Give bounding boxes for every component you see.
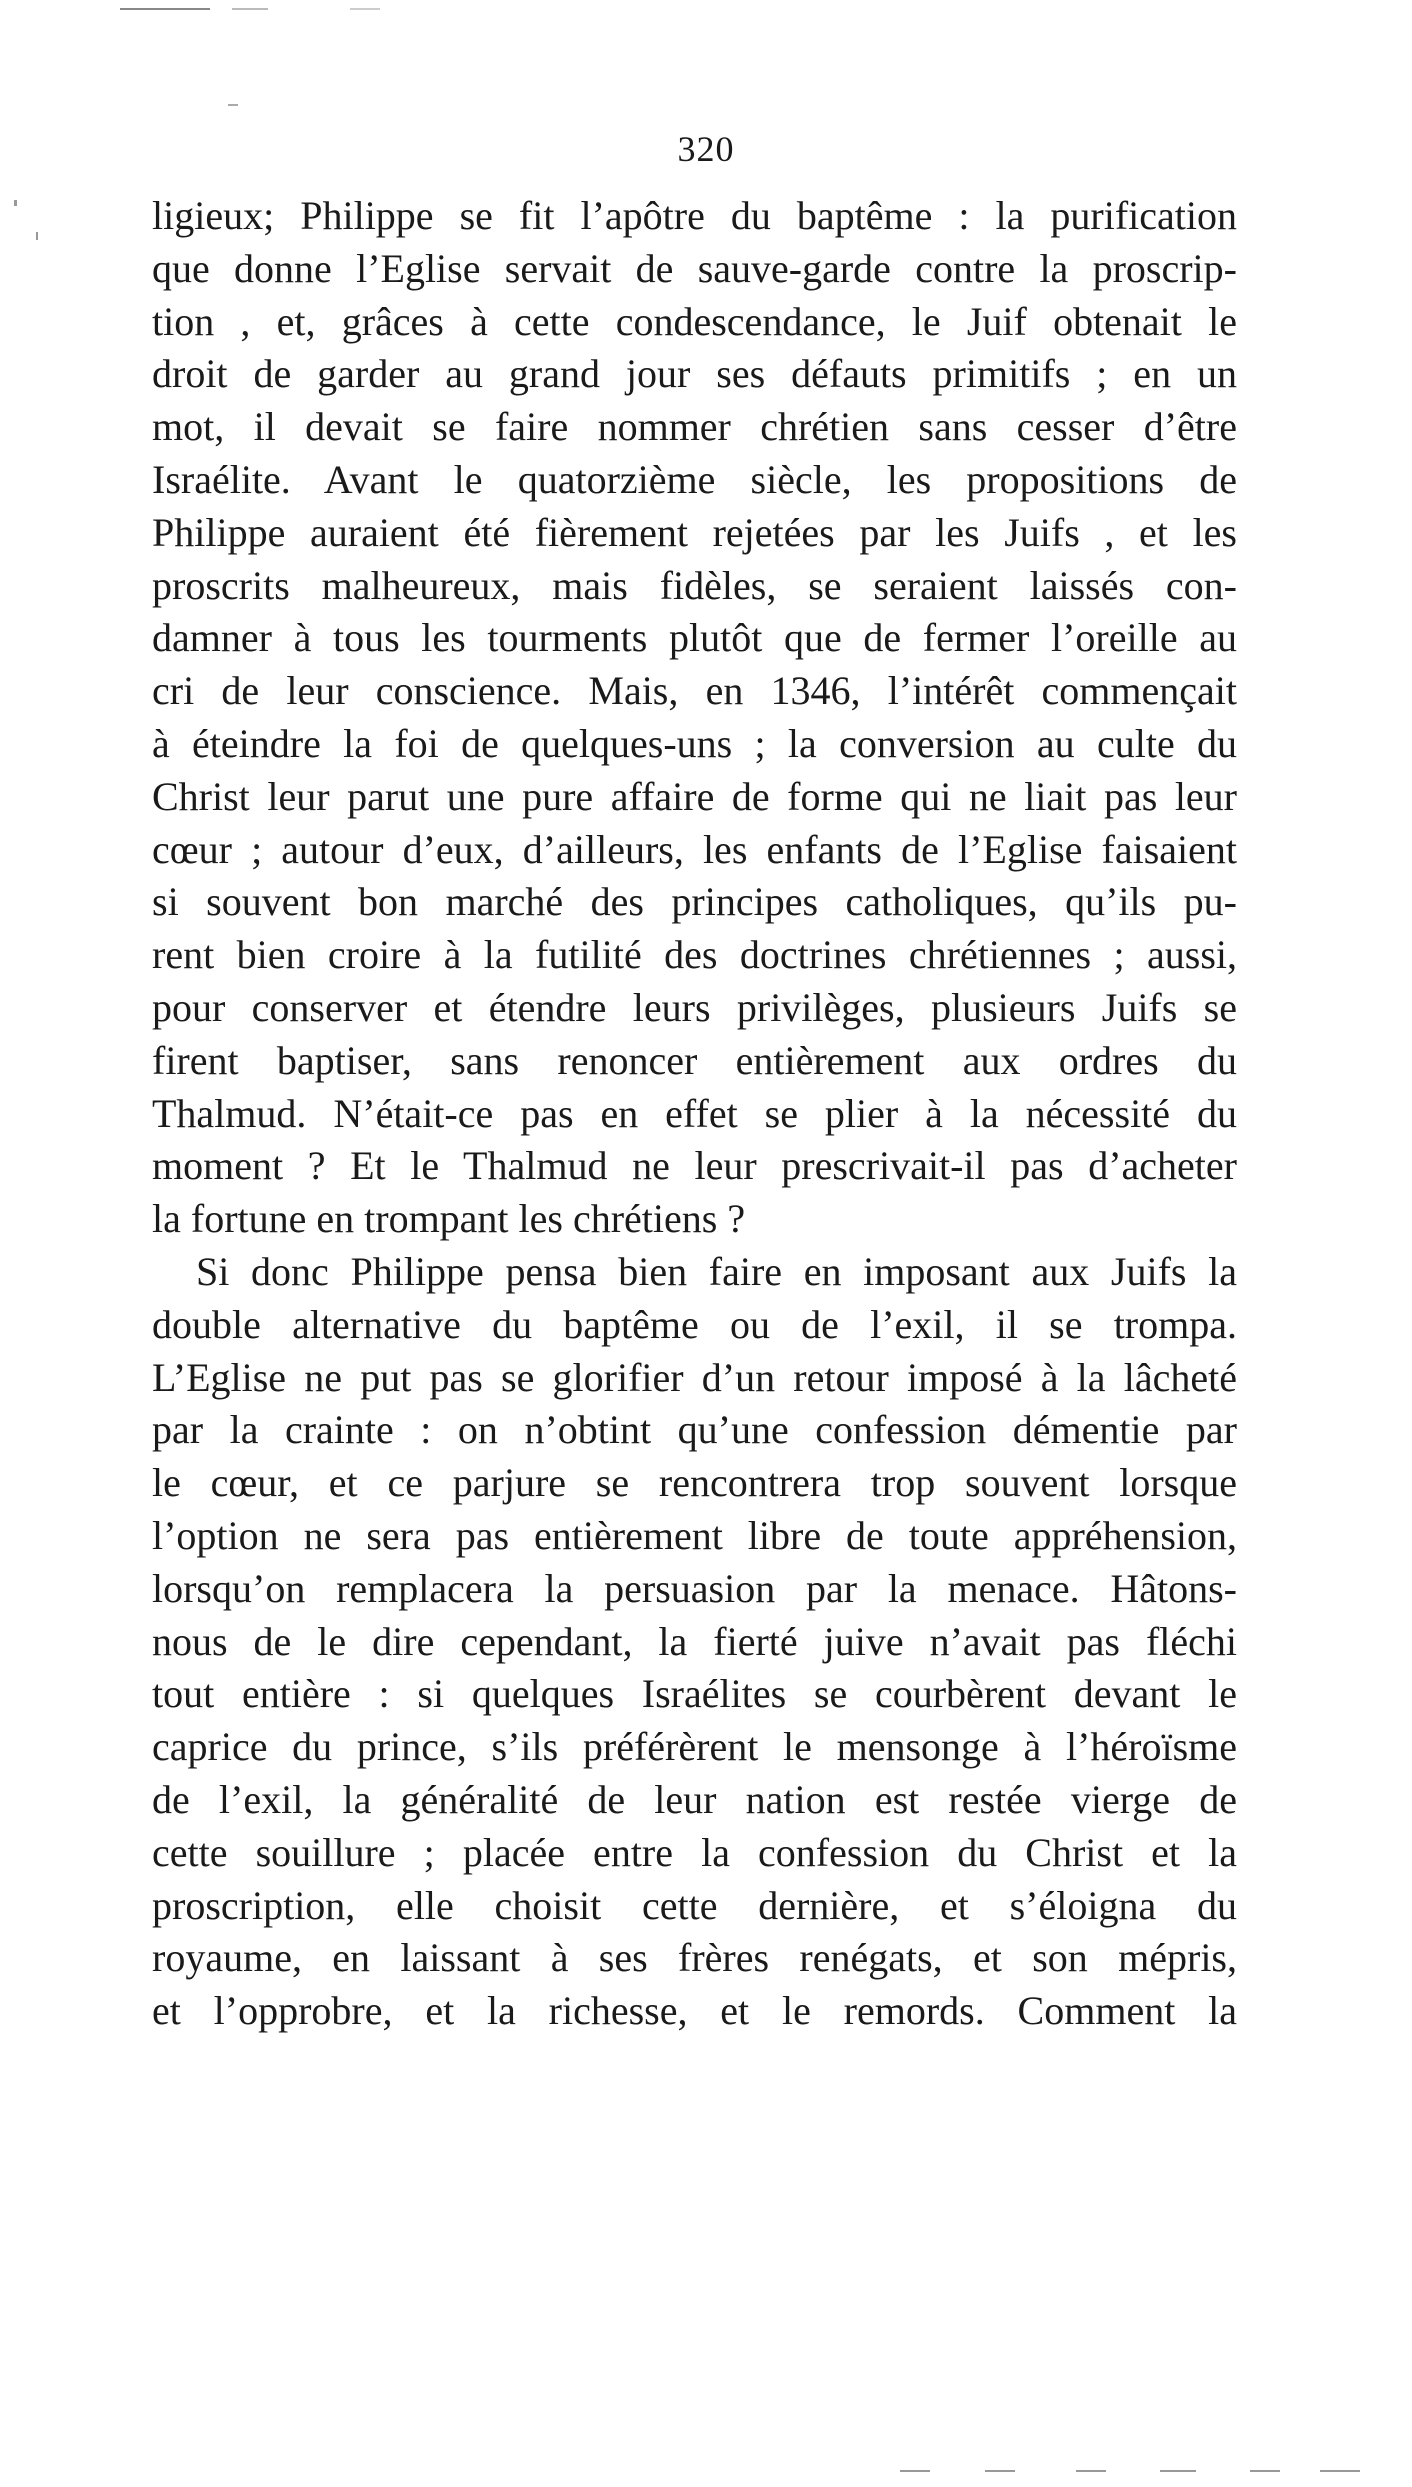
text-line: cri de leur conscience. Mais, en 1346, l’intérêt commençait xyxy=(152,668,1237,714)
body-text xyxy=(152,190,1237,2038)
text-line: Christ leur parut une pure affaire de forme qui ne liait pas leur xyxy=(152,773,1237,819)
text-line: royaume, en laissant à ses frères renégats, et son mépris, xyxy=(152,1935,1237,1981)
scan-artifact-bottom-4 xyxy=(1160,2470,1196,2472)
text-line: proscrits malheureux, mais fidèles, se seraient laissés con- xyxy=(152,562,1237,608)
text-line: lorsqu’on remplacera la persuasion par la menace. Hâtons- xyxy=(152,1565,1237,1611)
text-line: rent bien croire à la futilité des doctrines chrétiennes ; aussi, xyxy=(152,932,1237,978)
text-line: l’option ne sera pas entièrement libre de toute appréhension, xyxy=(152,1512,1237,1558)
scan-artifact-left-tick-2 xyxy=(36,232,38,240)
text-line: firent baptiser, sans renoncer entièrement aux ordres du xyxy=(152,1037,1237,1083)
text-line: pour conserver et étendre leurs privilèges, plusieurs Juifs se xyxy=(152,984,1237,1030)
text-line: Thalmud. N’était-ce pas en effet se plier à la nécessité du xyxy=(152,1090,1237,1136)
text-line: droit de garder au grand jour ses défauts primitifs ; en un xyxy=(152,351,1237,397)
text-line: proscription, elle choisit cette dernière, et s’éloigna du xyxy=(152,1882,1237,1928)
text-line: L’Eglise ne put pas se glorifier d’un retour imposé à la lâcheté xyxy=(152,1354,1237,1400)
text-line: la fortune en trompant les chrétiens ? xyxy=(152,1196,746,1242)
scan-artifact-top-mid xyxy=(232,8,268,10)
paragraph-2 xyxy=(152,1246,1237,2038)
text-line: et l’opprobre, et la richesse, et le remords. Comment la xyxy=(152,1988,1237,2034)
text-line: nous de le dire cependant, la fierté juive n’avait pas fléchi xyxy=(152,1618,1237,1664)
scan-artifact-bottom-2 xyxy=(985,2470,1015,2472)
scan-artifact-left-tick xyxy=(14,200,17,206)
text-line: double alternative du baptême ou de l’exil, il se trompa. xyxy=(152,1301,1237,1347)
text-line: de l’exil, la généralité de leur nation est restée vierge de xyxy=(152,1776,1237,1822)
text-line: cette souillure ; placée entre la confession du Christ et la xyxy=(152,1829,1237,1875)
text-line: Israélite. Avant le quatorzième siècle, les propositions de xyxy=(152,456,1237,502)
text-line: damner à tous les tourments plutôt que de fermer l’oreille au xyxy=(152,615,1237,661)
scan-artifact-bottom-5 xyxy=(1250,2470,1280,2472)
scan-artifact-top-right xyxy=(350,8,380,10)
text-line: à éteindre la foi de quelques-uns ; la conversion au culte du xyxy=(152,720,1237,766)
text-line: tout entière : si quelques Israélites se courbèrent devant le xyxy=(152,1671,1237,1717)
scan-artifact-bottom-1 xyxy=(900,2470,930,2472)
scan-artifact-small-dash xyxy=(228,104,238,106)
text-line: tion , et, grâces à cette condescendance, le Juif obtenait le xyxy=(152,298,1237,344)
scan-artifact-bottom-3 xyxy=(1076,2470,1106,2472)
text-line: par la crainte : on n’obtint qu’une confession démentie par xyxy=(152,1407,1237,1453)
text-line: que donne l’Eglise servait de sauve-garde contre la proscrip- xyxy=(152,245,1237,291)
text-line: le cœur, et ce parjure se rencontrera trop souvent lorsque xyxy=(152,1460,1237,1506)
page-number: 320 xyxy=(677,129,735,169)
paragraph-1 xyxy=(152,190,1237,1246)
text-line: si souvent bon marché des principes catholiques, qu’ils pu- xyxy=(152,879,1237,925)
scan-artifact-bottom-6 xyxy=(1320,2470,1360,2472)
text-line: cœur ; autour d’eux, d’ailleurs, les enfants de l’Eglise faisaient xyxy=(152,826,1237,872)
text-line: mot, il devait se faire nommer chrétien sans cesser d’être xyxy=(152,404,1237,450)
text-line: moment ? Et le Thalmud ne leur prescrivait-il pas d’acheter xyxy=(152,1143,1237,1189)
scan-artifact-top-left xyxy=(120,8,210,10)
text-line: ligieux; Philippe se fit l’apôtre du baptême : la purification xyxy=(152,193,1237,238)
text-line: Si donc Philippe pensa bien faire en imposant aux Juifs la xyxy=(196,1248,1237,1294)
text-line: caprice du prince, s’ils préférèrent le mensonge à l’héroïsme xyxy=(152,1724,1237,1770)
text-line: Philippe auraient été fièrement rejetées par les Juifs , et les xyxy=(152,509,1237,555)
